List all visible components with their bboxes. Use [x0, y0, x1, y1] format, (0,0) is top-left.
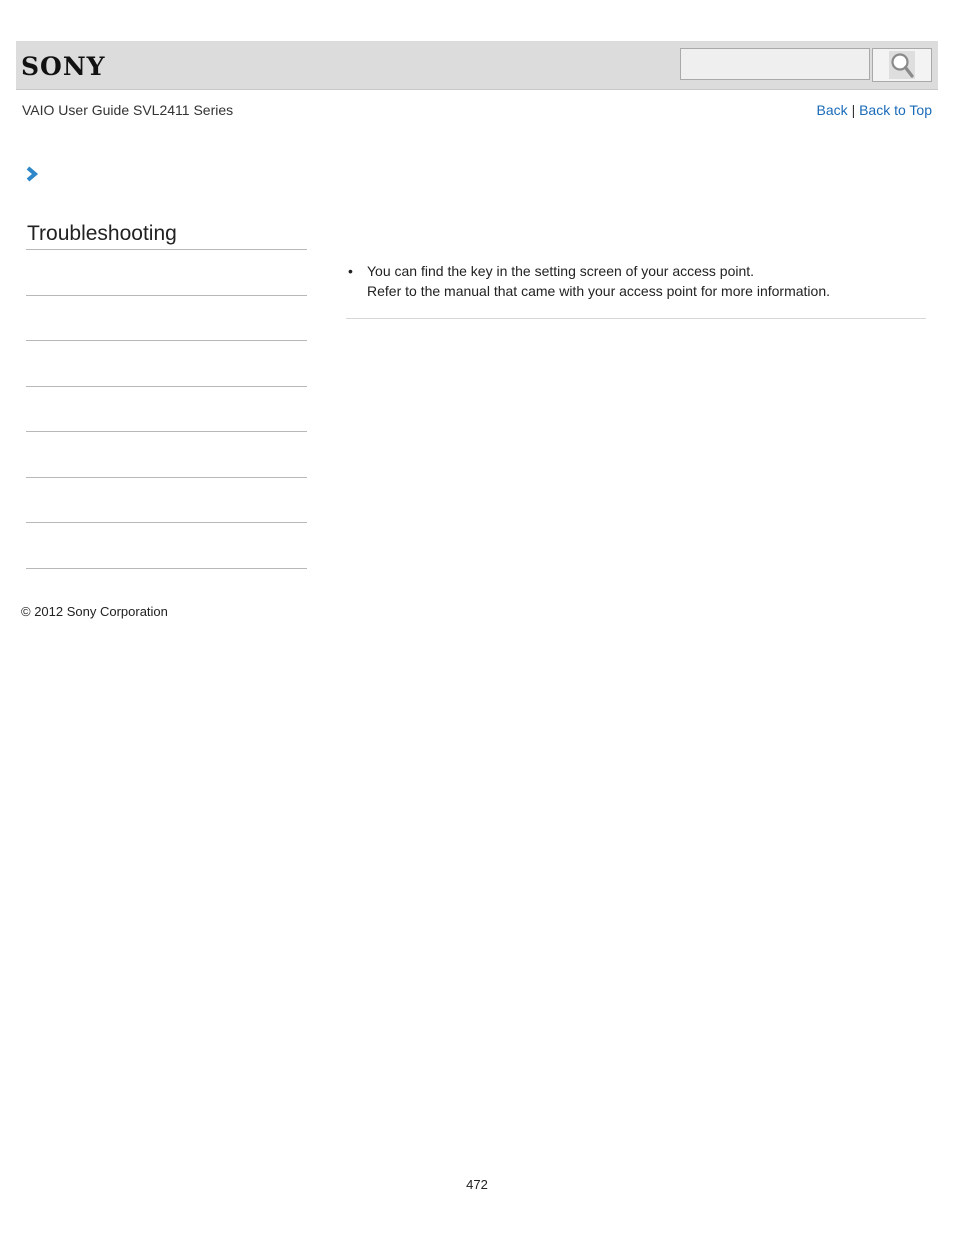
sidebar-title: Troubleshooting [27, 222, 177, 245]
sidebar-divider [26, 568, 307, 569]
sidebar-divider [26, 431, 307, 432]
sidebar-divider [26, 295, 307, 296]
magnifier-icon [889, 51, 915, 79]
list-item [367, 261, 927, 301]
link-separator: | [851, 102, 856, 118]
search-button[interactable] [872, 48, 932, 82]
sidebar-divider [26, 249, 307, 250]
back-link[interactable]: Back [816, 102, 848, 118]
page-number: 472 [466, 1177, 488, 1192]
navigation-links [817, 102, 932, 118]
hint-text-line-2: Refer to the manual that came with your access point for more information. [367, 283, 830, 299]
back-to-top-link[interactable]: Back to Top [859, 102, 932, 118]
sidebar-divider [26, 477, 307, 478]
hint-text-line-1: You can find the key in the setting screen of your access point. [367, 263, 755, 279]
copyright-text: © 2012 Sony Corporation [21, 604, 168, 619]
chevron-right-icon [24, 165, 40, 183]
content-divider [346, 318, 926, 319]
sony-logo[interactable]: SONY [21, 52, 106, 81]
sidebar-divider [26, 522, 307, 523]
breadcrumb[interactable] [24, 165, 40, 188]
sidebar-divider [26, 386, 307, 387]
top-header-bar [16, 41, 938, 90]
guide-title: VAIO User Guide SVL2411 Series [22, 102, 234, 118]
guide-subheader [22, 102, 932, 120]
sidebar-divider [26, 340, 307, 341]
search-input[interactable] [680, 48, 870, 80]
bullet-marker: • [348, 263, 353, 279]
